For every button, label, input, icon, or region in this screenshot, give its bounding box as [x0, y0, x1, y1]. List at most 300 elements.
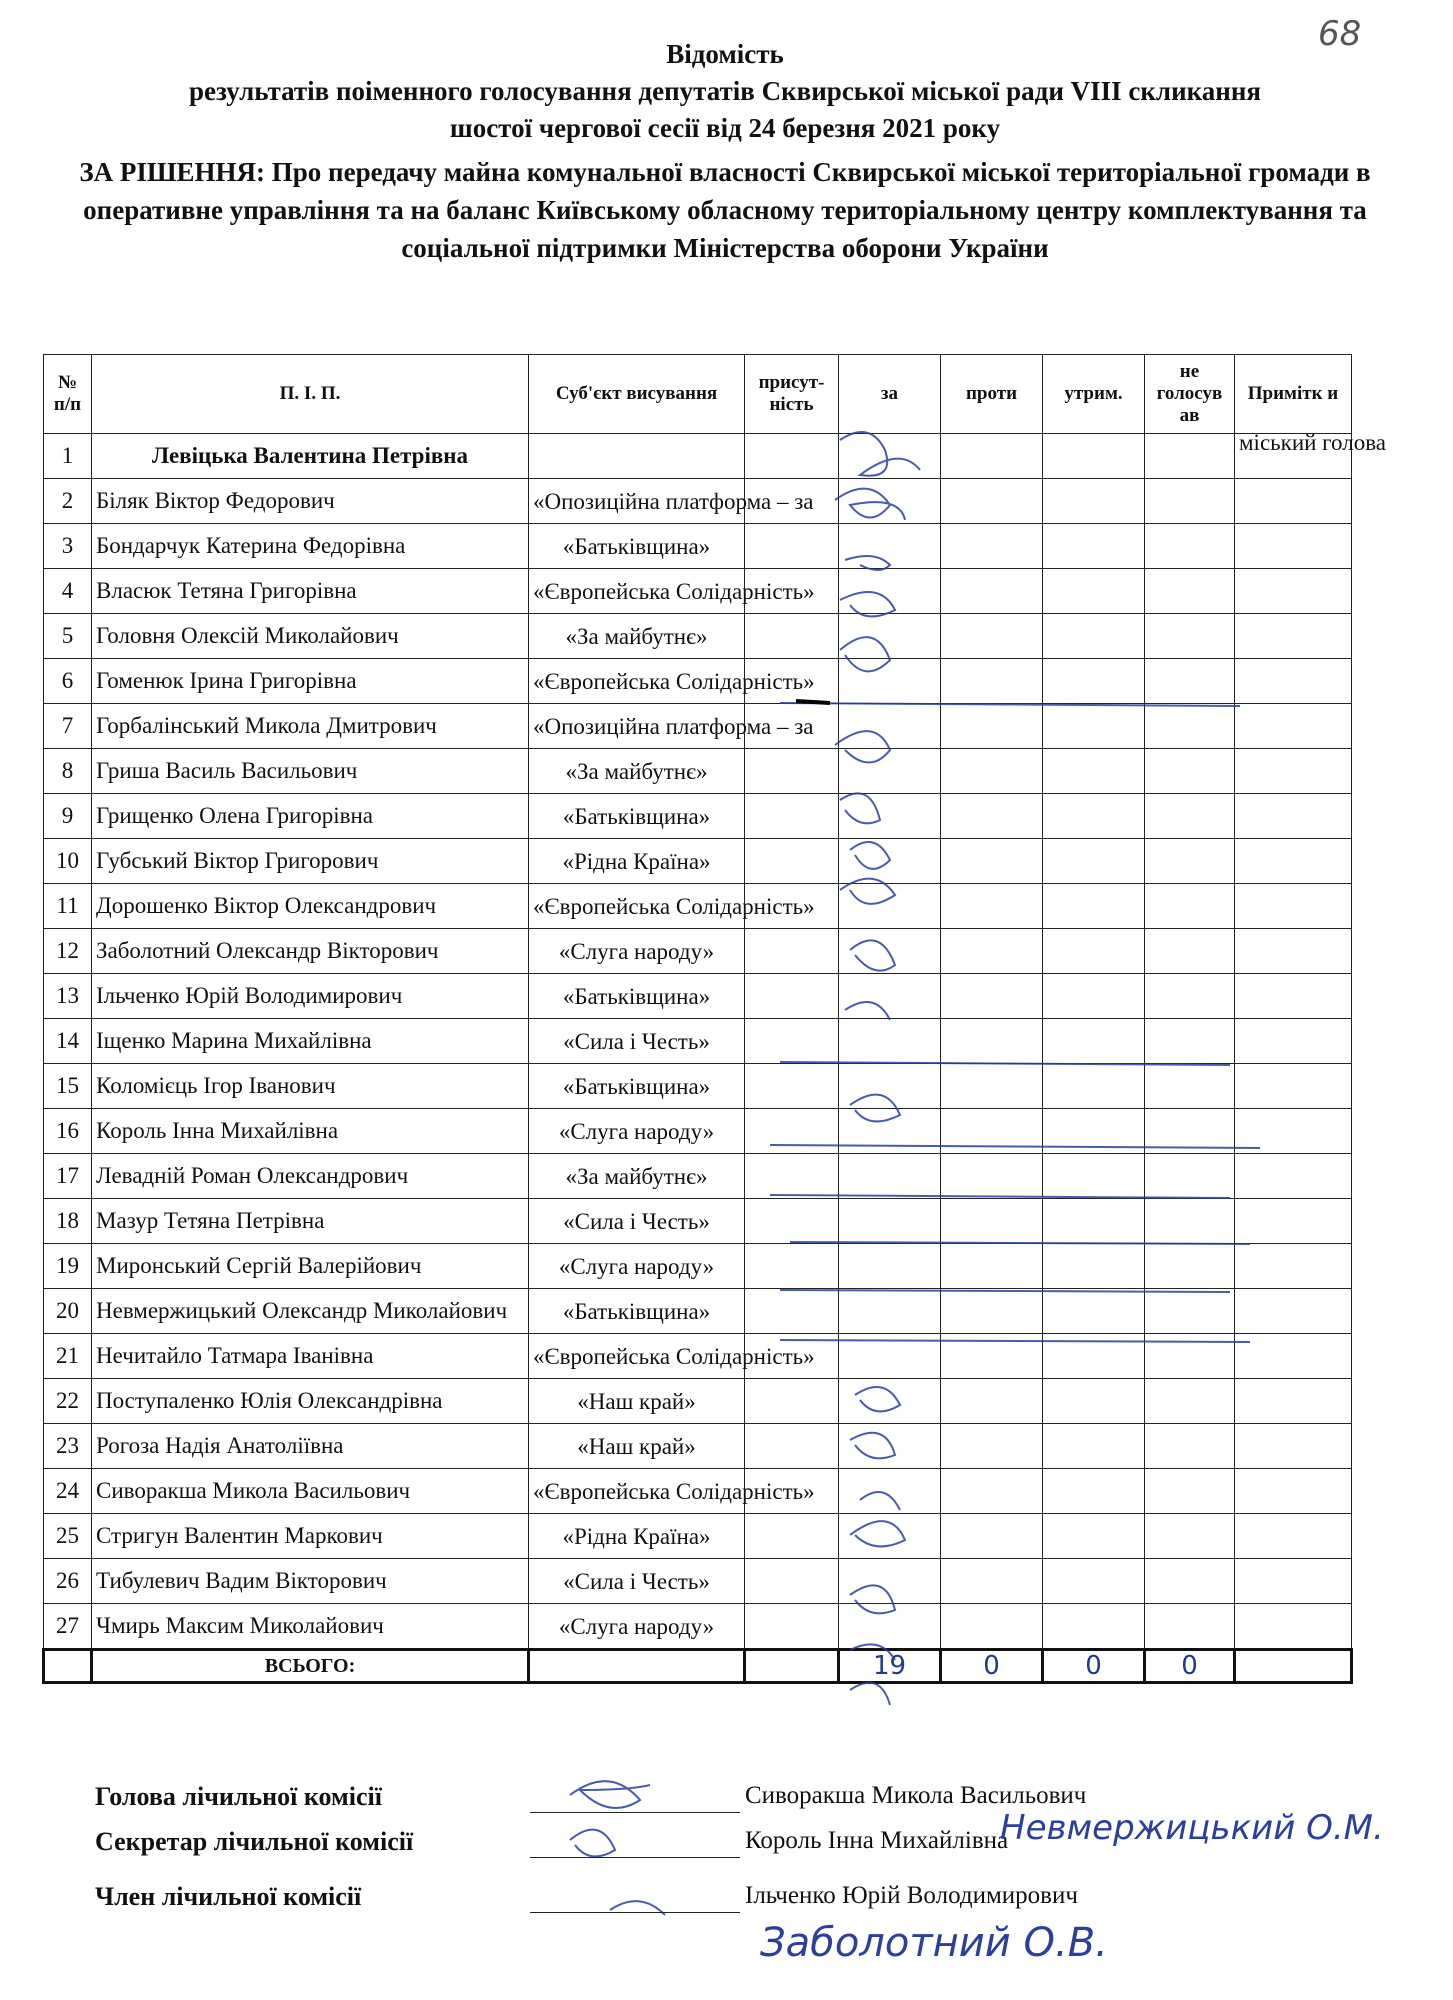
table-row	[44, 524, 1352, 569]
for-cell	[839, 1379, 941, 1424]
session-line: шостої чергової сесії від 24 березня 2021 року	[449, 113, 1001, 143]
table-row	[44, 1109, 1352, 1154]
deputy-name: Левадній Роман Олександрович	[92, 1154, 529, 1199]
not-voted-cell	[1145, 659, 1235, 704]
handwritten-note: Заболотний О.В.	[760, 1920, 1108, 1966]
deputy-name: Король Інна Михайлівна	[92, 1109, 529, 1154]
note-cell	[1235, 1334, 1352, 1379]
abstain-cell	[1043, 1559, 1145, 1604]
note-cell	[1235, 1019, 1352, 1064]
against-cell	[941, 794, 1043, 839]
note-cell	[1235, 974, 1352, 1019]
nominating-party: «Батьківщина»	[529, 1064, 745, 1109]
for-cell	[839, 1469, 941, 1514]
present-cell	[745, 839, 839, 884]
against-cell	[941, 1019, 1043, 1064]
present-cell	[745, 524, 839, 569]
deputy-name: Грищенко Олена Григорівна	[92, 794, 529, 839]
nominating-party: «Слуга народу»	[529, 1109, 745, 1154]
note-cell: міський голова	[1235, 434, 1352, 479]
row-number: 26	[44, 1559, 92, 1604]
nominating-party: «Європейська Солідарність»	[529, 659, 745, 704]
for-cell	[839, 1154, 941, 1199]
for-cell	[839, 1514, 941, 1559]
deputy-name: Бондарчук Катерина Федорівна	[92, 524, 529, 569]
not-voted-cell	[1145, 884, 1235, 929]
against-cell	[941, 839, 1043, 884]
deputy-name: Горбалінський Микола Дмитрович	[92, 704, 529, 749]
table-row	[44, 749, 1352, 794]
note-cell	[1235, 524, 1352, 569]
table-row	[44, 569, 1352, 614]
present-cell	[745, 1109, 839, 1154]
header-num: № п/п	[44, 355, 92, 434]
deputy-name: Власюк Тетяна Григорівна	[92, 569, 529, 614]
against-cell	[941, 1289, 1043, 1334]
not-voted-cell	[1145, 749, 1235, 794]
nominating-party: «Сила і Честь»	[529, 1199, 745, 1244]
abstain-cell	[1043, 524, 1145, 569]
nominating-party: «Європейська Солідарність»	[529, 1469, 745, 1514]
note-cell	[1235, 929, 1352, 974]
nominating-party: «Слуга народу»	[529, 1244, 745, 1289]
deputy-name: Гоменюк Ірина Григорівна	[92, 659, 529, 704]
nominating-party: «Європейська Солідарність»	[529, 569, 745, 614]
not-voted-cell	[1145, 1289, 1235, 1334]
not-voted-cell	[1145, 839, 1235, 884]
abstain-cell	[1043, 1604, 1145, 1650]
header-name: П. І. П.	[92, 355, 529, 434]
total-empty	[44, 1650, 92, 1683]
deputy-name: Рогоза Надія Анатоліївна	[92, 1424, 529, 1469]
row-number: 12	[44, 929, 92, 974]
not-voted-cell	[1145, 1199, 1235, 1244]
against-cell	[941, 749, 1043, 794]
row-number: 17	[44, 1154, 92, 1199]
for-cell	[839, 1424, 941, 1469]
abstain-cell	[1043, 929, 1145, 974]
for-cell	[839, 479, 941, 524]
table-row	[44, 1424, 1352, 1469]
signature-line	[530, 1812, 740, 1813]
table-row	[44, 1064, 1352, 1109]
note-cell	[1235, 1289, 1352, 1334]
nominating-party: «Батьківщина»	[529, 974, 745, 1019]
abstain-cell	[1043, 659, 1145, 704]
row-number: 22	[44, 1379, 92, 1424]
for-cell	[839, 1559, 941, 1604]
chair-role: Голова лічильної комісії	[95, 1782, 382, 1811]
table-row	[44, 659, 1352, 704]
row-number: 24	[44, 1469, 92, 1514]
table-row	[44, 434, 1352, 479]
header-present: присут-ність	[745, 355, 839, 434]
not-voted-cell	[1145, 569, 1235, 614]
deputy-name: Губський Віктор Григорович	[92, 839, 529, 884]
note-cell	[1235, 1559, 1352, 1604]
for-cell	[839, 569, 941, 614]
row-number: 6	[44, 659, 92, 704]
note-cell	[1235, 1109, 1352, 1154]
nominating-party: «За майбутнє»	[529, 1154, 745, 1199]
deputy-name: Нечитайло Татмара Іванівна	[92, 1334, 529, 1379]
deputy-name: Дорошенко Віктор Олександрович	[92, 884, 529, 929]
present-cell	[745, 614, 839, 659]
row-number: 18	[44, 1199, 92, 1244]
row-number: 9	[44, 794, 92, 839]
nominating-party: «Сила і Честь»	[529, 1019, 745, 1064]
deputy-name: Заболотний Олександр Вікторович	[92, 929, 529, 974]
signature-line	[530, 1857, 740, 1858]
total-empty	[1235, 1650, 1352, 1683]
for-cell	[839, 659, 941, 704]
note-cell	[1235, 794, 1352, 839]
row-number: 2	[44, 479, 92, 524]
deputy-name: Миронський Сергій Валерійович	[92, 1244, 529, 1289]
present-cell	[745, 1064, 839, 1109]
signature-line	[530, 1912, 740, 1913]
table-row	[44, 974, 1352, 1019]
header-not-voted: не голосув ав	[1145, 355, 1235, 434]
nominating-party: «Слуга народу»	[529, 929, 745, 974]
deputy-name: Гриша Василь Васильович	[92, 749, 529, 794]
total-abstain: 0	[1043, 1650, 1145, 1683]
for-cell	[839, 614, 941, 659]
abstain-cell	[1043, 1424, 1145, 1469]
for-cell	[839, 524, 941, 569]
against-cell	[941, 659, 1043, 704]
secretary-name: Король Інна Михайлівна	[745, 1827, 1009, 1854]
not-voted-cell	[1145, 434, 1235, 479]
abstain-cell	[1043, 749, 1145, 794]
total-empty	[745, 1650, 839, 1683]
note-cell	[1235, 1514, 1352, 1559]
abstain-cell	[1043, 1334, 1145, 1379]
nominating-party: «Опозиційна платформа – за	[529, 479, 745, 524]
against-cell	[941, 434, 1043, 479]
nominating-party: «Батьківщина»	[529, 794, 745, 839]
nominating-party: «Опозиційна платформа – за	[529, 704, 745, 749]
not-voted-cell	[1145, 1109, 1235, 1154]
not-voted-cell	[1145, 1154, 1235, 1199]
against-cell	[941, 1244, 1043, 1289]
table-row	[44, 794, 1352, 839]
row-number: 25	[44, 1514, 92, 1559]
abstain-cell	[1043, 434, 1145, 479]
against-cell	[941, 1199, 1043, 1244]
note-cell	[1235, 1424, 1352, 1469]
abstain-cell	[1043, 569, 1145, 614]
nominating-party: «Батьківщина»	[529, 524, 745, 569]
deputy-name: Левіцька Валентина Петрівна	[92, 434, 529, 479]
not-voted-cell	[1145, 479, 1235, 524]
present-cell	[745, 1604, 839, 1650]
decision-block	[40, 153, 1410, 267]
for-cell	[839, 794, 941, 839]
member-name: Ільченко Юрій Володимирович	[745, 1882, 1078, 1909]
present-cell	[745, 434, 839, 479]
for-cell	[839, 1604, 941, 1650]
row-number: 3	[44, 524, 92, 569]
note-cell	[1235, 704, 1352, 749]
table-row	[44, 839, 1352, 884]
table-header-row	[44, 355, 1352, 434]
abstain-cell	[1043, 1379, 1145, 1424]
against-cell	[941, 1469, 1043, 1514]
abstain-cell	[1043, 839, 1145, 884]
deputy-name: Іщенко Марина Михайлівна	[92, 1019, 529, 1064]
against-cell	[941, 1559, 1043, 1604]
for-cell	[839, 749, 941, 794]
note-cell	[1235, 1244, 1352, 1289]
row-number: 21	[44, 1334, 92, 1379]
deputy-name: Невмержицький Олександр Миколайович	[92, 1289, 529, 1334]
table-row	[44, 1244, 1352, 1289]
abstain-cell	[1043, 1064, 1145, 1109]
for-cell	[839, 1064, 941, 1109]
not-voted-cell	[1145, 614, 1235, 659]
deputy-name: Чмирь Максим Миколайович	[92, 1604, 529, 1650]
header-abstain: утрим.	[1043, 355, 1145, 434]
nominating-party	[529, 434, 745, 479]
deputy-name: Стригун Валентин Маркович	[92, 1514, 529, 1559]
for-cell	[839, 1019, 941, 1064]
deputy-name: Коломієць Ігор Іванович	[92, 1064, 529, 1109]
against-cell	[941, 614, 1043, 659]
row-number: 20	[44, 1289, 92, 1334]
present-cell	[745, 1199, 839, 1244]
against-cell	[941, 569, 1043, 614]
row-number: 15	[44, 1064, 92, 1109]
against-cell	[941, 1604, 1043, 1650]
present-cell	[745, 1154, 839, 1199]
not-voted-cell	[1145, 524, 1235, 569]
note-cell	[1235, 884, 1352, 929]
deputy-name: Сиворакша Микола Васильович	[92, 1469, 529, 1514]
nominating-party: «Європейська Солідарність»	[529, 884, 745, 929]
table-row	[44, 1469, 1352, 1514]
for-cell	[839, 1199, 941, 1244]
abstain-cell	[1043, 884, 1145, 929]
table-row	[44, 1559, 1352, 1604]
nominating-party: «Наш край»	[529, 1379, 745, 1424]
not-voted-cell	[1145, 1514, 1235, 1559]
against-cell	[941, 929, 1043, 974]
header-for: за	[839, 355, 941, 434]
not-voted-cell	[1145, 1064, 1235, 1109]
nominating-party: «Слуга народу»	[529, 1604, 745, 1650]
row-number: 27	[44, 1604, 92, 1650]
for-cell	[839, 1334, 941, 1379]
nominating-party: «Європейська Солідарність»	[529, 1334, 745, 1379]
note-cell	[1235, 1604, 1352, 1650]
table-row	[44, 1199, 1352, 1244]
commission-member-row	[95, 1882, 1395, 1922]
against-cell	[941, 884, 1043, 929]
not-voted-cell	[1145, 1379, 1235, 1424]
for-cell	[839, 434, 941, 479]
not-voted-cell	[1145, 1244, 1235, 1289]
row-number: 8	[44, 749, 92, 794]
for-cell	[839, 1244, 941, 1289]
against-cell	[941, 1154, 1043, 1199]
row-number: 14	[44, 1019, 92, 1064]
nominating-party: «Батьківщина»	[529, 1289, 745, 1334]
table-row	[44, 1514, 1352, 1559]
not-voted-cell	[1145, 929, 1235, 974]
for-cell	[839, 839, 941, 884]
decision-text: Про передачу майна комунальної власності Сквирської міської територіальної громади в оперативне управління та на баланс Київському обласному територіальному центру комплектування та соціальної підтримки Міністерства оборони України	[83, 157, 1371, 263]
note-cell	[1235, 1379, 1352, 1424]
not-voted-cell	[1145, 704, 1235, 749]
against-cell	[941, 974, 1043, 1019]
for-cell	[839, 884, 941, 929]
total-label: ВСЬОГО:	[92, 1650, 529, 1683]
abstain-cell	[1043, 974, 1145, 1019]
present-cell	[745, 974, 839, 1019]
for-cell	[839, 1289, 941, 1334]
header-note: Примітк и	[1235, 355, 1352, 434]
abstain-cell	[1043, 1514, 1145, 1559]
total-for: 19	[839, 1650, 941, 1683]
against-cell	[941, 479, 1043, 524]
deputy-name: Поступаленко Юлія Олександрівна	[92, 1379, 529, 1424]
present-cell	[745, 749, 839, 794]
row-number: 5	[44, 614, 92, 659]
row-number: 13	[44, 974, 92, 1019]
chair-name: Сиворакша Микола Васильович	[745, 1782, 1087, 1809]
abstain-cell	[1043, 614, 1145, 659]
nominating-party: «За майбутнє»	[529, 749, 745, 794]
row-number: 1	[44, 434, 92, 479]
table-row	[44, 479, 1352, 524]
table-row	[44, 1604, 1352, 1650]
present-cell	[745, 1514, 839, 1559]
nominating-party: «Наш край»	[529, 1424, 745, 1469]
row-number: 4	[44, 569, 92, 614]
document-header	[40, 36, 1410, 267]
not-voted-cell	[1145, 1469, 1235, 1514]
row-number: 16	[44, 1109, 92, 1154]
note-cell	[1235, 614, 1352, 659]
row-number: 10	[44, 839, 92, 884]
table-row	[44, 614, 1352, 659]
note-cell	[1235, 569, 1352, 614]
against-cell	[941, 704, 1043, 749]
header-party: Суб'єкт висування	[529, 355, 745, 434]
document-subtitle: результатів поіменного голосування депутатів Сквирської міської ради VIII скликання	[188, 76, 1262, 106]
abstain-cell	[1043, 1109, 1145, 1154]
present-cell	[745, 1559, 839, 1604]
for-cell	[839, 1109, 941, 1154]
table-row	[44, 884, 1352, 929]
vote-table	[42, 354, 1386, 1684]
not-voted-cell	[1145, 1424, 1235, 1469]
present-cell	[745, 1379, 839, 1424]
secretary-role: Секретар лічильної комісії	[95, 1827, 414, 1856]
row-number: 7	[44, 704, 92, 749]
total-not-voted: 0	[1145, 1650, 1235, 1683]
against-cell	[941, 1109, 1043, 1154]
note-cell	[1235, 1199, 1352, 1244]
table-row	[44, 1019, 1352, 1064]
not-voted-cell	[1145, 1334, 1235, 1379]
nominating-party: «Рідна Країна»	[529, 839, 745, 884]
for-cell	[839, 704, 941, 749]
abstain-cell	[1043, 704, 1145, 749]
handwritten-note: Невмержицький О.М.	[1000, 1808, 1384, 1848]
present-cell	[745, 1424, 839, 1469]
table-row	[44, 1379, 1352, 1424]
deputy-name: Мазур Тетяна Петрівна	[92, 1199, 529, 1244]
not-voted-cell	[1145, 1559, 1235, 1604]
for-cell	[839, 929, 941, 974]
row-number: 19	[44, 1244, 92, 1289]
abstain-cell	[1043, 1244, 1145, 1289]
note-cell	[1235, 659, 1352, 704]
total-row	[44, 1650, 1352, 1683]
table-row	[44, 704, 1352, 749]
against-cell	[941, 1334, 1043, 1379]
abstain-cell	[1043, 1469, 1145, 1514]
table-row	[44, 1334, 1352, 1379]
against-cell	[941, 1379, 1043, 1424]
header-against: проти	[941, 355, 1043, 434]
note-cell	[1235, 839, 1352, 884]
member-role: Член лічильної комісії	[95, 1882, 362, 1911]
deputy-name: Тибулевич Вадим Вікторович	[92, 1559, 529, 1604]
note-cell	[1235, 479, 1352, 524]
table-row	[44, 1154, 1352, 1199]
present-cell	[745, 1289, 839, 1334]
row-number: 11	[44, 884, 92, 929]
against-cell	[941, 1514, 1043, 1559]
nominating-party: «Рідна Країна»	[529, 1514, 745, 1559]
total-against: 0	[941, 1650, 1043, 1683]
total-empty	[529, 1650, 745, 1683]
table-row	[44, 929, 1352, 974]
decision-label: ЗА РІШЕННЯ:	[79, 157, 266, 187]
against-cell	[941, 1424, 1043, 1469]
abstain-cell	[1043, 1154, 1145, 1199]
abstain-cell	[1043, 1019, 1145, 1064]
present-cell	[745, 1019, 839, 1064]
table-row	[44, 1289, 1352, 1334]
for-cell	[839, 974, 941, 1019]
abstain-cell	[1043, 1199, 1145, 1244]
deputy-name: Ільченко Юрій Володимирович	[92, 974, 529, 1019]
present-cell	[745, 929, 839, 974]
deputy-name: Головня Олексій Миколайович	[92, 614, 529, 659]
abstain-cell	[1043, 479, 1145, 524]
against-cell	[941, 524, 1043, 569]
signature-scribble	[850, 1683, 890, 1705]
deputy-name: Біляк Віктор Федорович	[92, 479, 529, 524]
not-voted-cell	[1145, 974, 1235, 1019]
note-cell	[1235, 1064, 1352, 1109]
row-number: 23	[44, 1424, 92, 1469]
present-cell	[745, 794, 839, 839]
document-title: Відомість	[666, 39, 784, 69]
not-voted-cell	[1145, 794, 1235, 839]
page-number: 68	[1318, 14, 1362, 54]
abstain-cell	[1043, 1289, 1145, 1334]
note-cell	[1235, 1469, 1352, 1514]
against-cell	[941, 1064, 1043, 1109]
nominating-party: «Сила і Честь»	[529, 1559, 745, 1604]
not-voted-cell	[1145, 1019, 1235, 1064]
note-cell	[1235, 1154, 1352, 1199]
